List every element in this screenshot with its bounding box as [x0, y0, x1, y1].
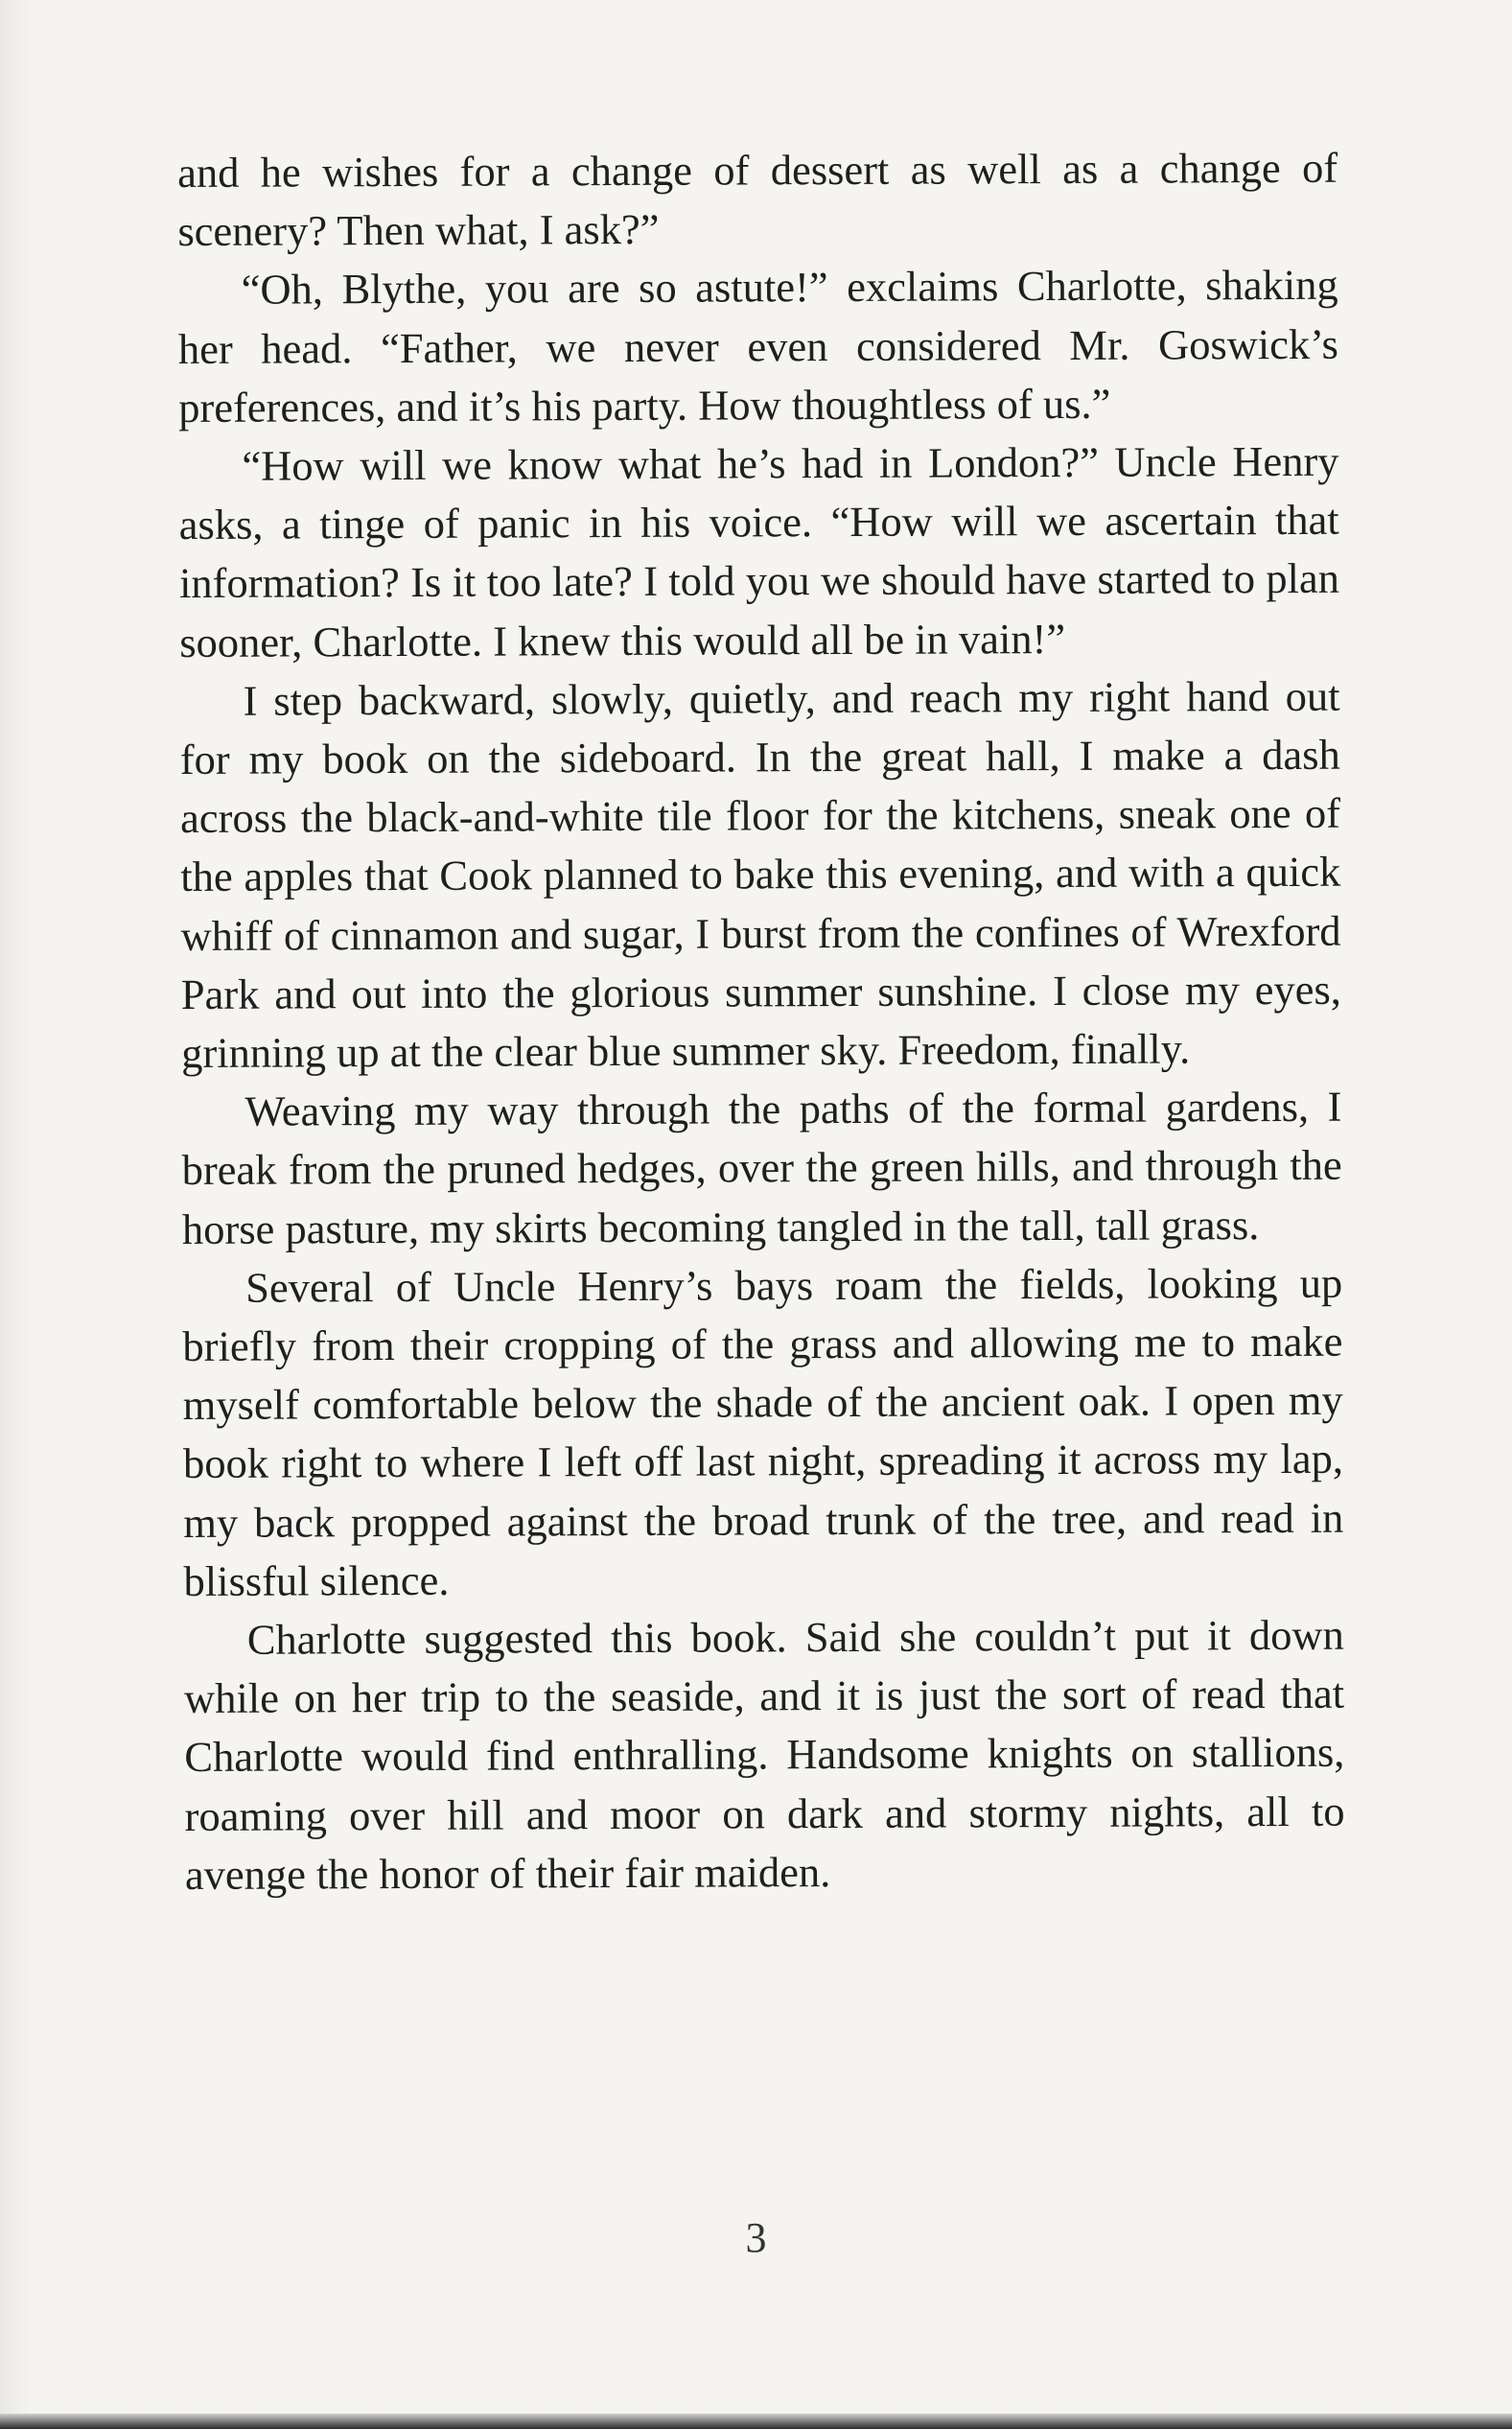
- page-number: 3: [745, 2214, 767, 2261]
- paragraph: “How will we know what he’s had in London?” Uncle Henry asks, a tinge of panic in his voice. “How will we ascertain that information? Is it too late? I told you we should have started to plan sooner, Charlotte. I knew this would all be in vain!”: [178, 436, 1340, 666]
- paragraph: Charlotte suggested this book. Said she couldn’t put it down while on her trip to the seaside, and it is just the sort of read that Charlotte would find enthralling. Handsome knights on stallions, roaming over hill and moor on dark and stormy nights, all to avenge the honor of their fair maiden.: [183, 1610, 1345, 1899]
- body-text: [177, 139, 1345, 1904]
- paragraph: I step backward, slowly, quietly, and reach my right hand out for my book on the sideboard. In the great hall, I make a dash across the black-and-white tile floor for the kitchens, sneak one of the apples that Cook planned to bake this evening, and with a quick whiff of cinnamon and sugar, I burst from the confines of Wrexford Park and out into the glorious summer sunshine. I close my eyes, grinning up at the clear blue summer sky. Freedom, finally.: [179, 671, 1341, 1078]
- paragraph: Weaving my way through the paths of the formal gardens, I break from the pruned hedges, over the green hills, and through the horse pasture, my skirts becoming tangled in the tall, tall grass.: [181, 1082, 1342, 1253]
- paragraph: “Oh, Blythe, you are so astute!” exclaims Charlotte, shaking her head. “Father, we never even considered Mr. Goswick’s preferences, and it’s his party. How thoughtless of us.”: [177, 261, 1339, 432]
- paragraph-continued: and he wishes for a change of dessert as well as a change of scenery? Then what, I ask?”: [177, 143, 1338, 256]
- scan-bottom-edge: [0, 2414, 1512, 2429]
- paragraph: Several of Uncle Henry’s bays roam the fields, looking up briefly from their cropping of the grass and allowing me to make myself comfortable below the shade of the ancient oak. I open my book right to where I left off last night, spreading it across my lap, my back propped against the broad trunk of the tree, and read in blissful silence.: [182, 1258, 1344, 1605]
- page-edge-shadow: [0, 0, 33, 2429]
